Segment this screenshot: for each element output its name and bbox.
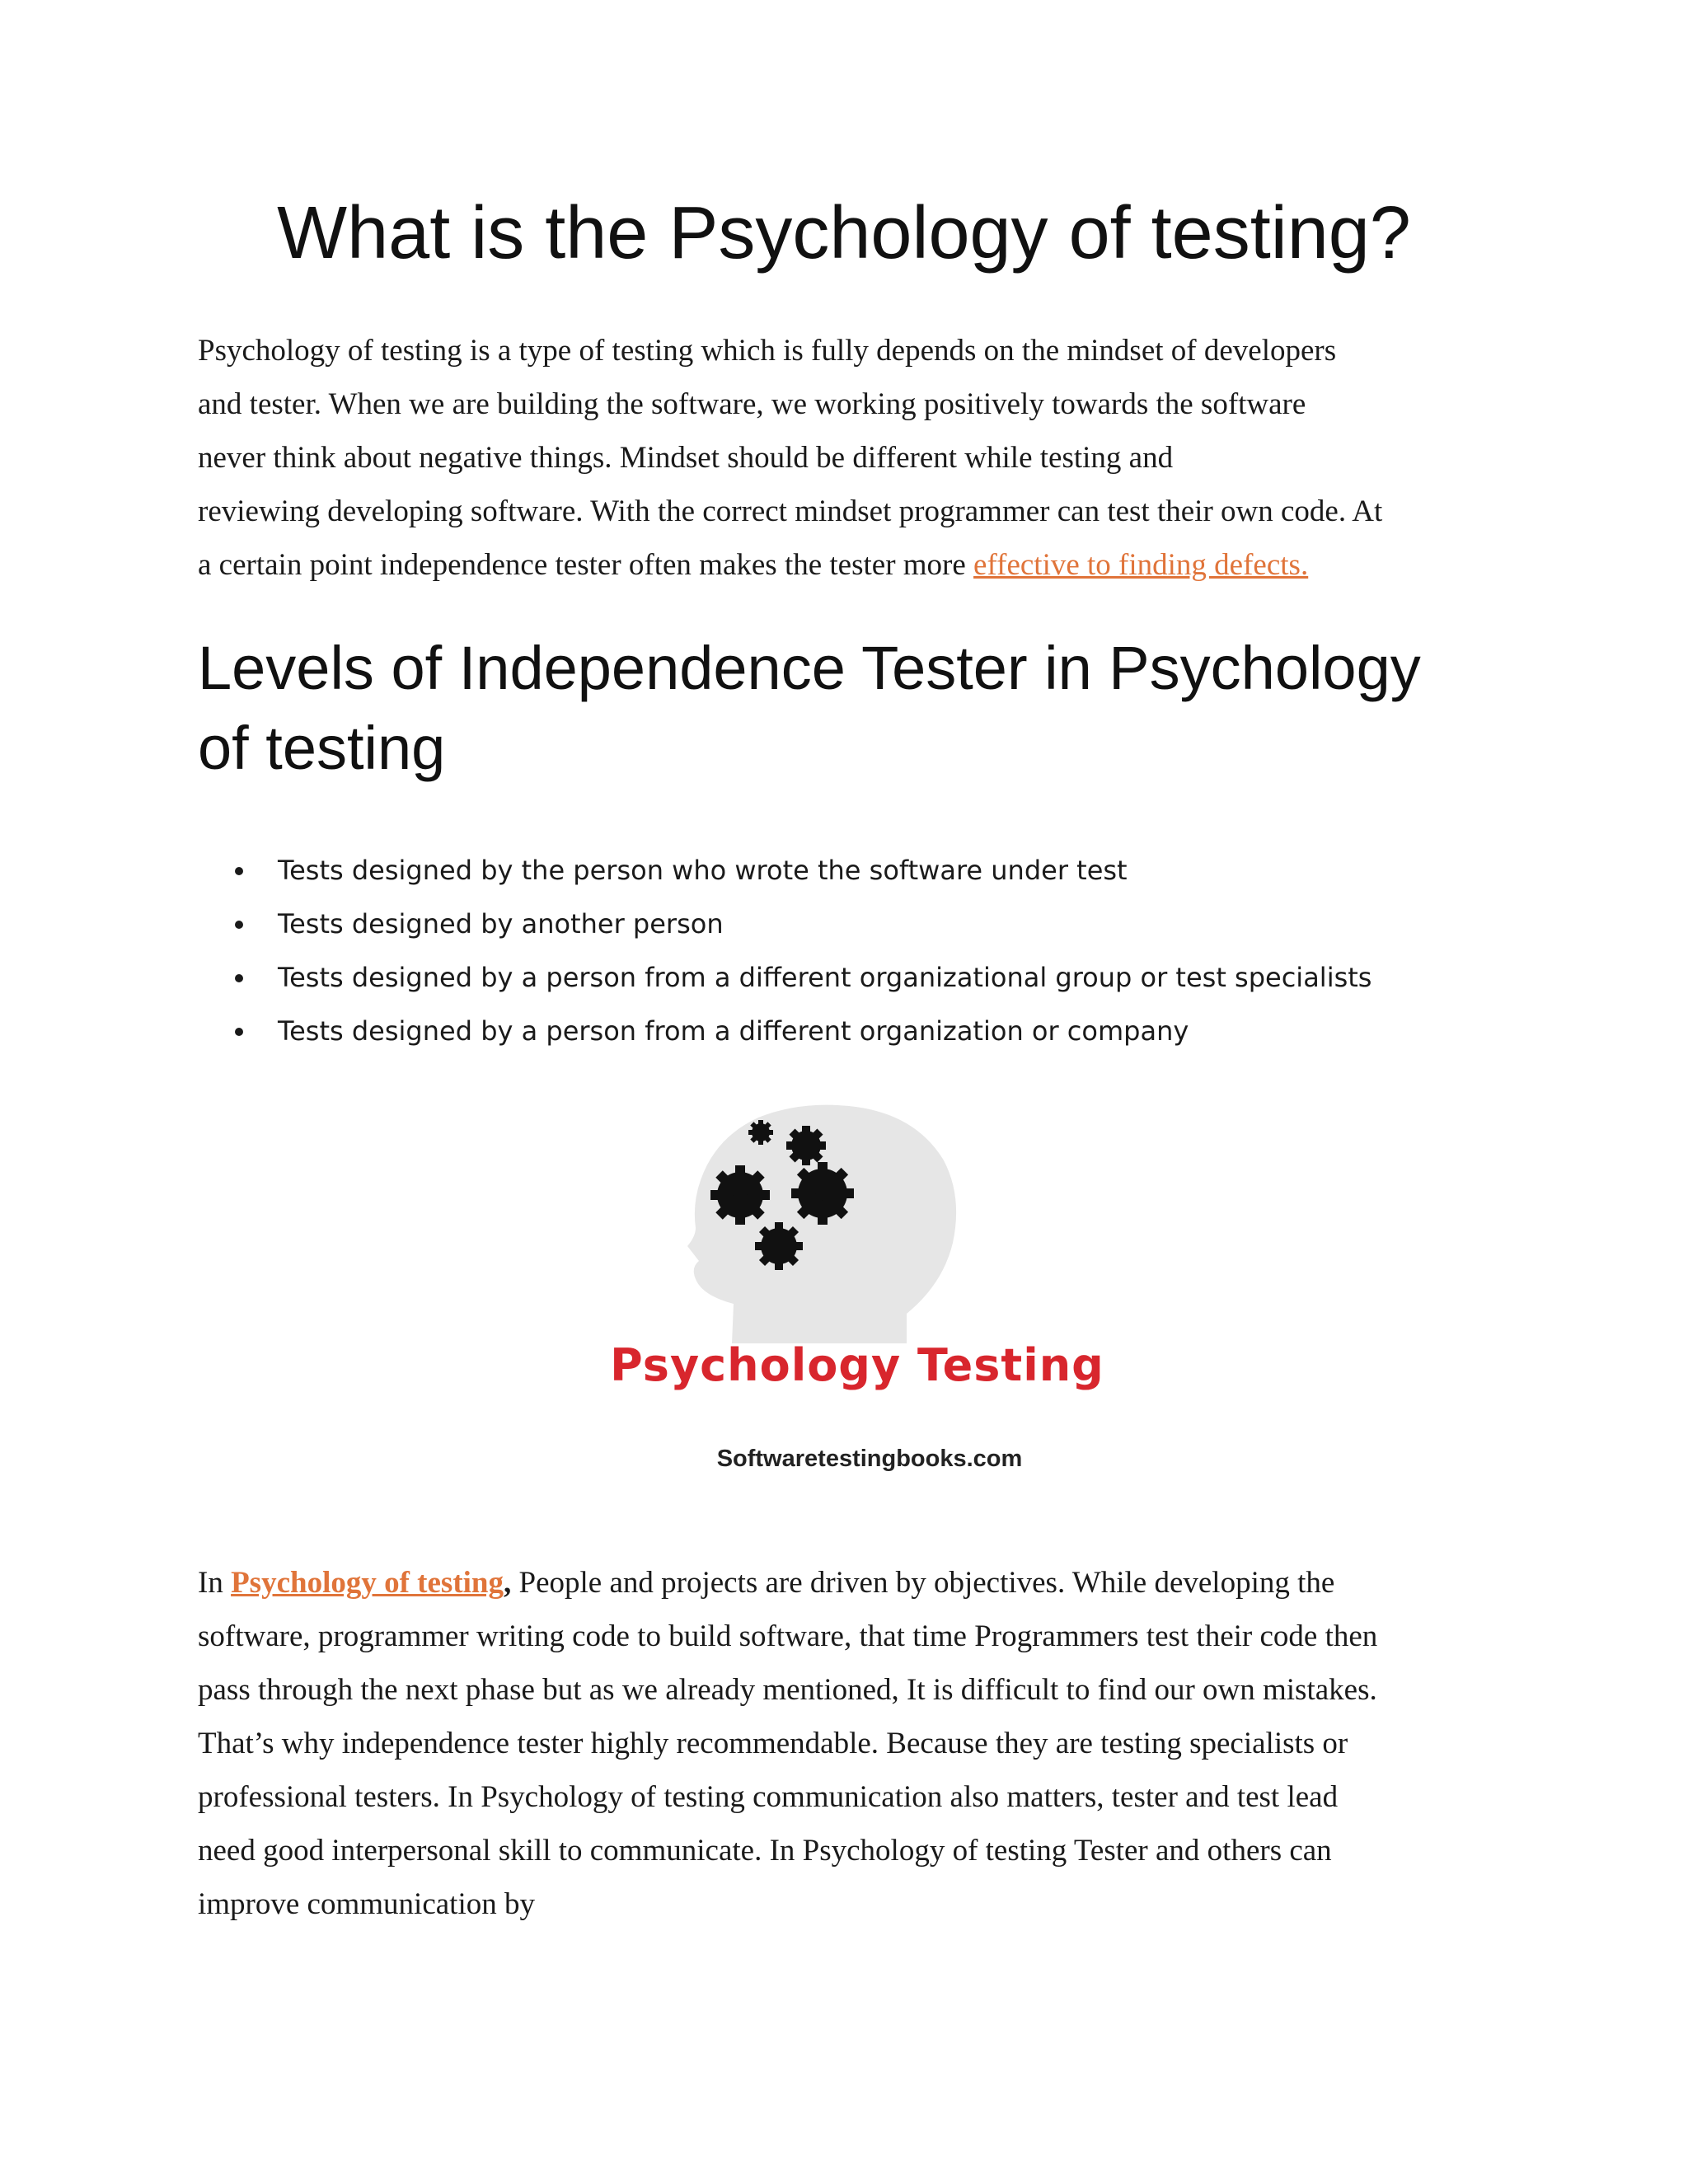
psychology-testing-figure [610, 1104, 1104, 1500]
bullet-icon [235, 867, 243, 875]
list-item [198, 951, 1372, 1005]
intro-line-text: a certain point independence tester often makes the tester more [198, 548, 974, 582]
list-item-text: Tests designed by another person [278, 908, 724, 940]
intro-line [198, 538, 1517, 592]
intro-paragraph [198, 324, 1517, 592]
intro-line: and tester. When we are building the software, we working positively towards the software [198, 387, 1306, 421]
intro-line: never think about negative things. Mindset should be different while testing and [198, 441, 1174, 475]
intro-line: Psychology of testing is a type of testing which is fully depends on the mindset of developers [198, 334, 1337, 368]
list-item [198, 844, 1372, 898]
intro-line: reviewing developing software. With the correct mindset programmer can test their own code. At [198, 494, 1383, 528]
levels-list [198, 844, 1372, 1058]
page-title: What is the Psychology of testing? [277, 192, 1411, 274]
psychology-of-testing-link[interactable]: Psychology of testing [231, 1566, 504, 1600]
body-line: improve communication by [198, 1887, 535, 1921]
levels-heading-line: of testing [198, 714, 446, 782]
body-line: In Psychology of testing, People and projects are driven by objectives. While developing the [198, 1566, 1335, 1600]
effective-finding-defects-link[interactable]: effective to finding defects. [973, 548, 1309, 582]
list-item-text: Tests designed by the person who wrote the software under test [278, 855, 1128, 886]
bullet-icon [235, 1028, 243, 1036]
list-item [198, 898, 1372, 951]
bullet-icon [235, 974, 243, 982]
body-line: That’s why independence tester highly recommendable. Because they are testing specialists or [198, 1727, 1348, 1760]
bullet-icon [235, 921, 243, 929]
head-gears-icon [610, 1104, 1104, 1343]
body-line-prefix: In [198, 1566, 232, 1600]
list-item-text: Tests designed by a person from a different organizational group or test specialists [278, 962, 1372, 993]
levels-heading-line: Levels of Independence Tester in Psychology [198, 634, 1421, 702]
body-line: pass through the next phase but as we already mentioned, It is difficult to find our own mistakes. [198, 1673, 1377, 1707]
body-paragraph [198, 1556, 1517, 1931]
levels-heading [198, 628, 1517, 788]
list-item-text: Tests designed by a person from a different organization or company [278, 1015, 1189, 1047]
figure-caption: Psychology Testing [610, 1339, 1104, 1391]
body-line: need good interpersonal skill to communicate. In Psychology of testing Tester and others can [198, 1834, 1332, 1868]
body-line-text: People and projects are driven by objectives. While developing the [518, 1566, 1335, 1600]
body-line: professional testers. In Psychology of testing communication also matters, tester and test lead [198, 1780, 1339, 1814]
list-item [198, 1005, 1372, 1058]
body-line: software, programmer writing code to build software, that time Programmers test their code then [198, 1619, 1378, 1653]
figure-source: Softwaretestingbooks.com [716, 1446, 1023, 1472]
